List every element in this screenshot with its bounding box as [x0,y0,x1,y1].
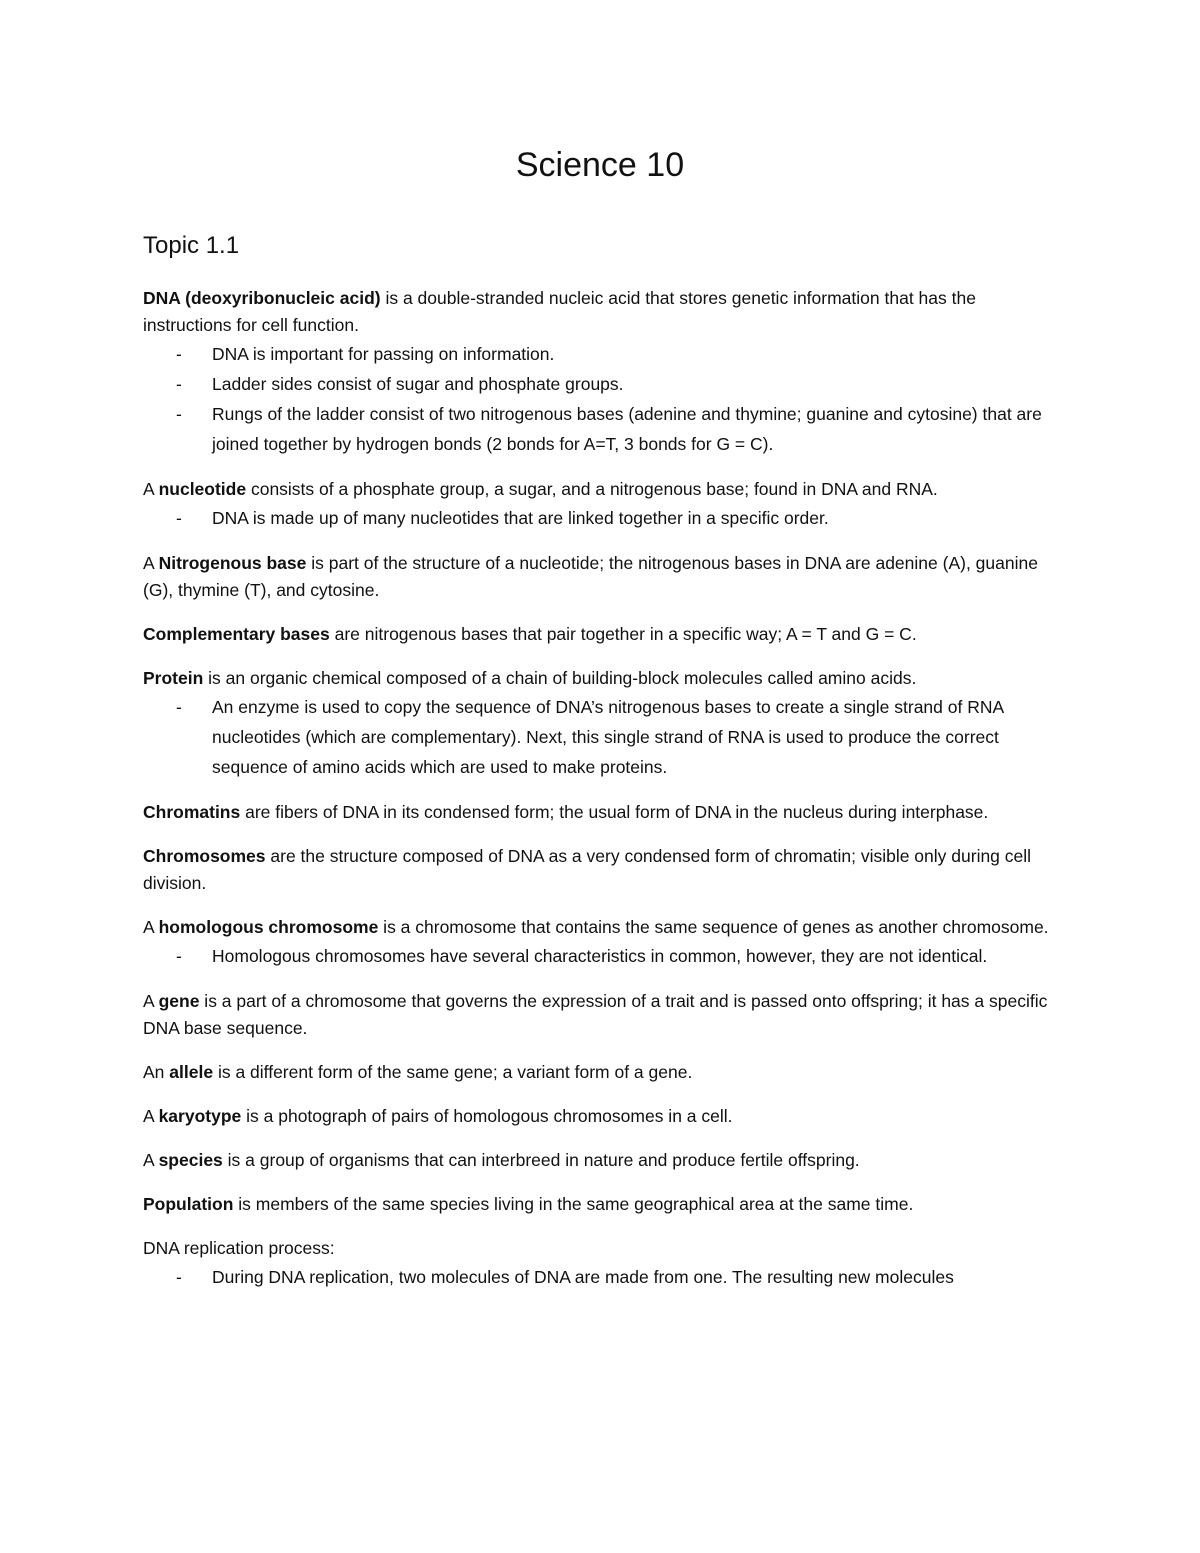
definition-protein-bullets [143,692,1063,782]
definition-text: consists of a phosphate group, a sugar, and a nitrogenous base; found in DNA and RNA. [246,479,938,499]
definition-karyotype [143,1103,1063,1130]
bullet-text: Homologous chromosomes have several characteristics in common, however, they are not identical. [212,946,988,966]
dash-marker: - [176,697,182,717]
bullet-text: DNA is important for passing on information. [212,344,555,364]
definition-prefix: A [143,917,159,937]
definition-text: is a part of a chromosome that governs the expression of a trait and is passed onto offspring; it has a specific DNA base sequence. [143,991,1048,1038]
document-title: Science 10 [515,146,685,184]
definition-species [143,1147,1063,1174]
bullet-text: Ladder sides consist of sugar and phosphate groups. [212,374,624,394]
dash-marker: - [176,946,182,966]
topic-heading: Topic 1.1 [143,232,240,259]
definition-prefix: A [143,553,159,573]
definition-dna-bullets [143,339,1063,459]
dash-marker: - [176,344,182,364]
definition-text: is an organic chemical composed of a chain of building-block molecules called amino acids. [203,668,917,688]
bullet-text: During DNA replication, two molecules of DNA are made from one. The resulting new molecules [212,1267,954,1287]
definition-term: homologous chromosome [158,917,379,937]
definition-text: is members of the same species living in the same geographical area at the same time. [233,1194,914,1214]
definition-nucleotide [143,476,1063,503]
definition-term: Population [143,1194,234,1214]
definition-text: is a double-stranded nucleic acid that stores genetic information that has the instructions for cell function. [143,288,976,335]
definition-dna [143,285,1063,339]
list-item [143,1262,1063,1292]
definition-prefix: A [143,991,159,1011]
dash-marker: - [176,404,182,424]
definition-chromosomes [143,843,1063,897]
definition-text: is a chromosome that contains the same sequence of genes as another chromosome. [378,917,1049,937]
definition-nitrogenous-base [143,550,1063,604]
definition-term: karyotype [158,1106,242,1126]
definition-term: nucleotide [158,479,247,499]
definition-prefix: An [143,1062,170,1082]
definition-allele [143,1059,1063,1086]
definition-term: gene [158,991,200,1011]
bullet-text: DNA is made up of many nucleotides that are linked together in a specific order. [212,508,829,528]
definition-term: Nitrogenous base [158,553,307,573]
definition-chromatins [143,799,1063,826]
list-item [143,692,1063,782]
list-item [143,339,1063,369]
definition-text: is a different form of the same gene; a variant form of a gene. [213,1062,693,1082]
definition-term: Protein [143,668,204,688]
dash-marker: - [176,508,182,528]
definition-nucleotide-bullets [143,503,1063,533]
definition-term: Chromosomes [143,846,266,866]
definition-complementary-bases [143,621,1063,648]
definition-prefix: A [143,1106,159,1126]
list-item [143,369,1063,399]
document-body [143,285,1063,1309]
definition-text: is part of the structure of a nucleotide; the nitrogenous bases in DNA are adenine (A), guanine (G), thymine (T), and cytosine. [143,553,1038,600]
dash-marker: - [176,1267,182,1287]
definition-population [143,1191,1063,1218]
definition-text: are nitrogenous bases that pair together in a specific way; A = T and G = C. [329,624,917,644]
list-item [143,503,1063,533]
definition-term: Chromatins [143,802,241,822]
definition-homologous-bullets [143,941,1063,971]
definition-homologous-chromosome [143,914,1063,941]
dash-marker: - [176,374,182,394]
definition-protein [143,665,1063,692]
definition-gene [143,988,1063,1042]
definition-term: DNA (deoxyribonucleic acid) [143,288,381,308]
definition-term: species [158,1150,223,1170]
definition-prefix: A [143,479,159,499]
list-item [143,941,1063,971]
definition-text: are the structure composed of DNA as a very condensed form of chromatin; visible only during cell division. [143,846,1032,893]
definition-text: is a group of organisms that can interbreed in nature and produce fertile offspring. [222,1150,860,1170]
definition-text: are fibers of DNA in its condensed form; the usual form of DNA in the nucleus during interphase. [240,802,989,822]
list-item [143,399,1063,459]
definition-prefix: A [143,1150,159,1170]
bullet-text: Rungs of the ladder consist of two nitrogenous bases (adenine and thymine; guanine and cytosine) that are joined together by hydrogen bonds (2 bonds for A=T, 3 bonds for G = C). [212,404,1042,454]
definition-text: is a photograph of pairs of homologous chromosomes in a cell. [241,1106,733,1126]
bullet-text: An enzyme is used to copy the sequence of DNA’s nitrogenous bases to create a single strand of RNA nucleotides (which are complementary). Next, this single strand of RNA is used to produce the correct sequence of amino acids which are used to make proteins. [212,697,1004,777]
definition-term: allele [169,1062,214,1082]
definition-term: Complementary bases [143,624,330,644]
process-bullets [143,1262,1063,1292]
process-label: DNA replication process: [143,1238,335,1258]
